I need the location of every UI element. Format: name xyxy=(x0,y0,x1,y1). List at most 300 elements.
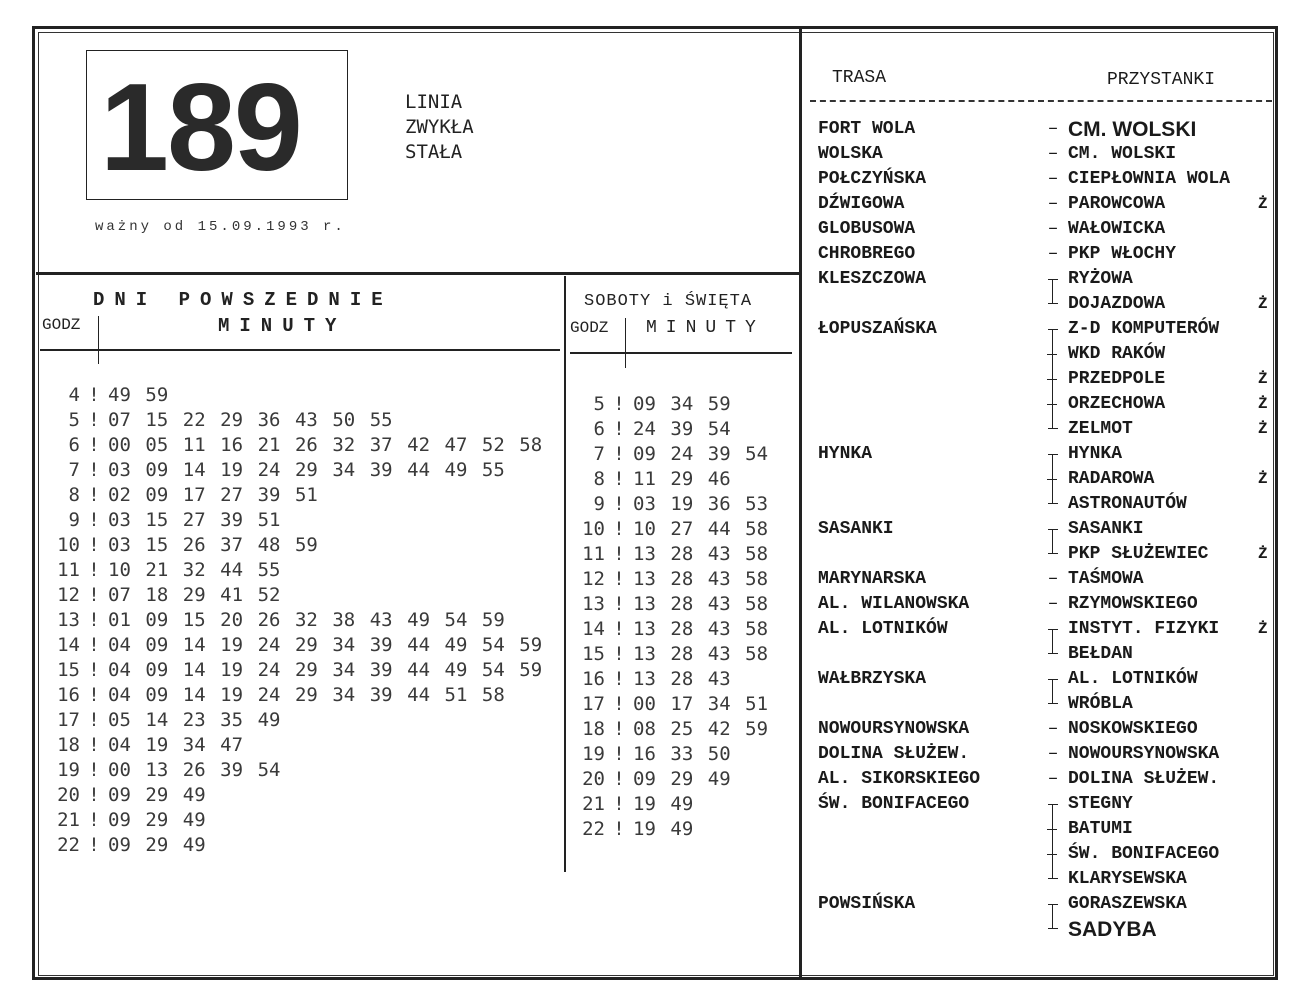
minute-cell: 49 xyxy=(108,384,131,406)
timetable-row xyxy=(40,533,332,558)
minute-cell: 44 xyxy=(407,684,431,706)
single-stop-dash: – xyxy=(1047,119,1059,139)
weekday-header-rule xyxy=(40,349,560,351)
minute-cell: 34 xyxy=(332,634,356,656)
minute-cell: 49 xyxy=(670,793,694,815)
single-stop-dash: – xyxy=(1047,219,1059,239)
minute-cell: 19 xyxy=(220,659,244,681)
route-stop: WAŁOWICKA xyxy=(1068,219,1166,239)
route-stop: NOWOURSYNOWSKA xyxy=(1068,744,1220,764)
hour-cell: 22 xyxy=(582,818,605,840)
minute-cell: 29 xyxy=(670,768,694,790)
minute-cell: 50 xyxy=(707,743,731,765)
minute-cell: 09 xyxy=(108,809,131,831)
route-stop: BATUMI xyxy=(1068,819,1133,839)
single-stop-dash: – xyxy=(1047,194,1059,214)
minute-cell: 51 xyxy=(745,693,769,715)
route-street: WOLSKA xyxy=(818,144,883,164)
timetable-row xyxy=(40,558,295,583)
route-stop: DOJAZDOWA xyxy=(1068,294,1166,314)
route-street: DOLINA SŁUŻEW. xyxy=(818,744,970,764)
timetable-row xyxy=(565,792,708,817)
route-street: DŹWIGOWA xyxy=(818,194,905,214)
minute-cell: 34 xyxy=(332,459,356,481)
minute-cell: 59 xyxy=(294,534,318,556)
hour-separator: ! xyxy=(88,734,100,756)
minute-cell: 29 xyxy=(145,784,169,806)
minute-cell: 15 xyxy=(145,409,169,431)
minute-cell: 04 xyxy=(108,734,131,756)
hour-cell: 7 xyxy=(593,443,605,465)
minute-cell: 00 xyxy=(633,693,656,715)
route-stop: RADAROWA xyxy=(1068,469,1155,489)
minute-cell: 43 xyxy=(707,593,731,615)
minute-cell: 34 xyxy=(182,734,206,756)
weekend-hour-column-rule xyxy=(625,318,626,368)
timetable-row xyxy=(565,392,745,417)
hour-cell: 13 xyxy=(582,593,605,615)
minute-cell: 54 xyxy=(481,659,505,681)
minute-cell: 44 xyxy=(707,518,731,540)
hour-cell: 8 xyxy=(68,484,80,506)
hour-cell: 15 xyxy=(582,643,605,665)
route-stop: RYŻOWA xyxy=(1068,269,1133,289)
route-stop: PAROWCOWA xyxy=(1068,194,1166,214)
line-type-3: STAŁA xyxy=(405,141,463,163)
minute-cell: 44 xyxy=(220,559,244,581)
minute-cell: 13 xyxy=(633,643,656,665)
hour-separator: ! xyxy=(88,459,100,481)
minute-cell: 22 xyxy=(182,409,206,431)
route-stop: KLARYSEWSKA xyxy=(1068,869,1187,889)
minute-cell: 54 xyxy=(707,418,731,440)
stop-group-bracket xyxy=(1052,279,1063,304)
hour-separator: ! xyxy=(613,543,625,565)
stop-group-tick xyxy=(1047,379,1057,380)
timetable-row xyxy=(40,758,295,783)
route-label: TRASA xyxy=(832,68,887,88)
route-stop: NOSKOWSKIEGO xyxy=(1068,719,1198,739)
minute-cell: 52 xyxy=(481,434,505,456)
minute-cell: 59 xyxy=(707,393,731,415)
minute-cell: 09 xyxy=(145,459,169,481)
hour-cell: 22 xyxy=(57,834,80,856)
minute-cell: 58 xyxy=(745,643,769,665)
timetable-row xyxy=(565,467,745,492)
hour-cell: 21 xyxy=(582,793,605,815)
timetable-row xyxy=(565,567,783,592)
route-street: KLESZCZOWA xyxy=(818,269,927,289)
timetable-row xyxy=(40,833,220,858)
minute-cell: 13 xyxy=(145,759,169,781)
route-street: NOWOURSYNOWSKA xyxy=(818,719,970,739)
minute-cell: 19 xyxy=(633,818,656,840)
timetable-row xyxy=(565,592,783,617)
minute-cell: 58 xyxy=(745,543,769,565)
minute-cell: 13 xyxy=(633,543,656,565)
hour-separator: ! xyxy=(613,443,625,465)
minute-cell: 42 xyxy=(407,434,431,456)
minute-cell: 43 xyxy=(294,409,318,431)
minute-cell: 49 xyxy=(182,784,206,806)
minute-cell: 34 xyxy=(332,659,356,681)
minute-cell: 29 xyxy=(670,468,694,490)
minute-cell: 44 xyxy=(407,634,431,656)
stop-group-tick xyxy=(1047,354,1057,355)
minute-cell: 51 xyxy=(257,509,281,531)
hour-separator: ! xyxy=(613,418,625,440)
header-divider xyxy=(36,272,802,275)
minute-cell: 21 xyxy=(145,559,169,581)
minute-cell: 09 xyxy=(145,484,169,506)
minute-cell: 03 xyxy=(108,459,131,481)
hour-separator: ! xyxy=(613,393,625,415)
route-stop: PKP SŁUŻEWIEC xyxy=(1068,544,1209,564)
route-stop: DOLINA SŁUŻEW. xyxy=(1068,769,1220,789)
minute-cell: 39 xyxy=(670,418,694,440)
minute-cell: 21 xyxy=(257,434,281,456)
minute-cell: 47 xyxy=(220,734,244,756)
minute-cell: 39 xyxy=(369,459,393,481)
route-stop: WKD RAKÓW xyxy=(1068,344,1166,364)
minute-cell: 14 xyxy=(182,659,206,681)
hour-cell: 16 xyxy=(57,684,80,706)
timetable-row xyxy=(565,742,745,767)
weekend-minutes-label: MINUTY xyxy=(646,318,765,338)
minute-cell: 49 xyxy=(444,659,468,681)
minute-cell: 24 xyxy=(633,418,656,440)
hour-separator: ! xyxy=(88,784,100,806)
minute-cell: 39 xyxy=(707,443,731,465)
minute-cell: 15 xyxy=(182,609,206,631)
single-stop-dash: – xyxy=(1047,569,1059,589)
minute-cell: 23 xyxy=(182,709,206,731)
timetable-row xyxy=(565,717,783,742)
minute-cell: 13 xyxy=(633,618,656,640)
minute-cell: 51 xyxy=(294,484,318,506)
route-street: POŁCZYŃSKA xyxy=(818,169,927,189)
hour-cell: 19 xyxy=(582,743,605,765)
minute-cell: 09 xyxy=(145,609,169,631)
minute-cell: 50 xyxy=(332,409,356,431)
hour-cell: 4 xyxy=(68,384,80,406)
minute-cell: 35 xyxy=(220,709,244,731)
hour-cell: 9 xyxy=(68,509,80,531)
minute-cell: 32 xyxy=(294,609,318,631)
timetable-row xyxy=(40,708,295,733)
minute-cell: 18 xyxy=(145,584,169,606)
on-request-marker: Ż xyxy=(1258,620,1268,638)
hour-separator: ! xyxy=(613,593,625,615)
timetable-row xyxy=(565,667,745,692)
route-street: POWSIŃSKA xyxy=(818,894,916,914)
minute-cell: 54 xyxy=(257,759,281,781)
route-stop: SASANKI xyxy=(1068,519,1144,539)
minute-cell: 49 xyxy=(182,834,206,856)
hour-separator: ! xyxy=(613,493,625,515)
route-street: MARYNARSKA xyxy=(818,569,927,589)
route-street: HYNKA xyxy=(818,444,873,464)
minute-cell: 04 xyxy=(108,659,131,681)
hour-separator: ! xyxy=(88,684,100,706)
route-street: GLOBUSOWA xyxy=(818,219,916,239)
hour-cell: 5 xyxy=(68,409,80,431)
stops-label: PRZYSTANKI xyxy=(1107,70,1216,90)
hour-separator: ! xyxy=(613,693,625,715)
minute-cell: 09 xyxy=(633,768,656,790)
route-street: ŁOPUSZAŃSKA xyxy=(818,319,937,339)
hour-cell: 20 xyxy=(582,768,605,790)
on-request-marker: Ż xyxy=(1258,470,1268,488)
minute-cell: 20 xyxy=(220,609,244,631)
minute-cell: 32 xyxy=(182,559,206,581)
minute-cell: 16 xyxy=(633,743,656,765)
hour-separator: ! xyxy=(613,618,625,640)
minute-cell: 26 xyxy=(294,434,318,456)
minute-cell: 14 xyxy=(145,709,169,731)
minute-cell: 58 xyxy=(745,618,769,640)
minute-cell: 09 xyxy=(108,834,131,856)
timetable-row xyxy=(40,458,519,483)
route-street: AL. WILANOWSKA xyxy=(818,594,970,614)
minute-cell: 24 xyxy=(257,459,281,481)
minute-cell: 58 xyxy=(519,434,543,456)
route-street: ŚW. BONIFACEGO xyxy=(818,794,970,814)
hour-cell: 17 xyxy=(57,709,80,731)
hour-cell: 21 xyxy=(57,809,80,831)
hour-separator: ! xyxy=(88,384,100,406)
minute-cell: 09 xyxy=(633,443,656,465)
timetable-row xyxy=(565,692,783,717)
route-stop: CIEPŁOWNIA WOLA xyxy=(1068,169,1231,189)
single-stop-dash: – xyxy=(1047,144,1059,164)
minute-cell: 24 xyxy=(670,443,694,465)
minute-cell: 27 xyxy=(670,518,694,540)
route-stop: GORASZEWSKA xyxy=(1068,894,1187,914)
hour-cell: 11 xyxy=(57,559,80,581)
route-stop: PRZEDPOLE xyxy=(1068,369,1166,389)
minute-cell: 53 xyxy=(745,493,769,515)
single-stop-dash: – xyxy=(1047,594,1059,614)
weekday-hour-column-rule xyxy=(98,316,99,364)
minute-cell: 09 xyxy=(145,684,169,706)
hour-separator: ! xyxy=(88,809,100,831)
weekend-title: SOBOTY i ŚWIĘTA xyxy=(584,292,753,311)
minute-cell: 01 xyxy=(108,609,131,631)
hour-separator: ! xyxy=(613,793,625,815)
minute-cell: 14 xyxy=(182,459,206,481)
weekend-header-rule xyxy=(570,352,792,354)
route-stop: AL. LOTNIKÓW xyxy=(1068,669,1198,689)
hour-cell: 10 xyxy=(57,534,80,556)
on-request-marker: Ż xyxy=(1258,370,1268,388)
hour-separator: ! xyxy=(88,709,100,731)
timetable-row xyxy=(565,642,783,667)
hour-separator: ! xyxy=(88,484,100,506)
minute-cell: 42 xyxy=(707,718,731,740)
route-stop: BEŁDAN xyxy=(1068,644,1133,664)
hour-separator: ! xyxy=(88,409,100,431)
on-request-marker: Ż xyxy=(1258,395,1268,413)
timetable-row xyxy=(40,508,295,533)
hour-cell: 14 xyxy=(57,634,80,656)
minute-cell: 58 xyxy=(745,568,769,590)
minute-cell: 19 xyxy=(220,459,244,481)
minute-cell: 54 xyxy=(444,609,468,631)
minute-cell: 59 xyxy=(745,718,769,740)
minute-cell: 19 xyxy=(145,734,169,756)
minute-cell: 29 xyxy=(294,459,318,481)
minute-cell: 26 xyxy=(182,759,206,781)
hour-separator: ! xyxy=(88,659,100,681)
stop-group-tick xyxy=(1047,404,1057,405)
minute-cell: 43 xyxy=(707,643,731,665)
timetable-row xyxy=(565,817,708,842)
minute-cell: 24 xyxy=(257,634,281,656)
hour-cell: 18 xyxy=(57,734,80,756)
timetable-row xyxy=(40,683,519,708)
minute-cell: 27 xyxy=(220,484,244,506)
minute-cell: 44 xyxy=(407,459,431,481)
minute-cell: 37 xyxy=(220,534,244,556)
minute-cell: 52 xyxy=(257,584,281,606)
minute-cell: 49 xyxy=(444,459,468,481)
minute-cell: 13 xyxy=(633,668,656,690)
minute-cell: 34 xyxy=(707,693,731,715)
on-request-marker: Ż xyxy=(1258,195,1268,213)
minute-cell: 08 xyxy=(633,718,656,740)
minute-cell: 28 xyxy=(670,618,694,640)
route-stop: ORZECHOWA xyxy=(1068,394,1166,414)
minute-cell: 46 xyxy=(707,468,731,490)
minute-cell: 07 xyxy=(108,584,131,606)
timetable-row xyxy=(565,442,783,467)
minute-cell: 05 xyxy=(145,434,169,456)
hour-separator: ! xyxy=(88,584,100,606)
route-street: AL. SIKORSKIEGO xyxy=(818,769,981,789)
minute-cell: 15 xyxy=(145,509,169,531)
route-stop: CM. WOLSKI xyxy=(1068,144,1177,164)
hour-cell: 10 xyxy=(582,518,605,540)
hour-cell: 16 xyxy=(582,668,605,690)
minute-cell: 29 xyxy=(294,659,318,681)
minute-cell: 05 xyxy=(108,709,131,731)
minute-cell: 58 xyxy=(745,518,769,540)
minute-cell: 00 xyxy=(108,434,131,456)
minute-cell: 36 xyxy=(257,409,281,431)
minute-cell: 49 xyxy=(182,809,206,831)
minute-cell: 03 xyxy=(108,509,131,531)
minute-cell: 29 xyxy=(220,409,244,431)
hour-cell: 13 xyxy=(57,609,80,631)
minute-cell: 59 xyxy=(145,384,169,406)
weekday-hour-label: GODZ xyxy=(42,316,81,334)
route-street: FORT WOLA xyxy=(818,119,916,139)
hour-separator: ! xyxy=(88,509,100,531)
single-stop-dash: – xyxy=(1047,244,1059,264)
hour-separator: ! xyxy=(88,759,100,781)
hour-cell: 5 xyxy=(593,393,605,415)
minute-cell: 47 xyxy=(444,434,468,456)
minute-cell: 34 xyxy=(670,393,694,415)
valid-from: ważny od 15.09.1993 r. xyxy=(95,219,346,235)
minute-cell: 29 xyxy=(182,584,206,606)
timetable-row xyxy=(40,433,557,458)
single-stop-dash: – xyxy=(1047,769,1059,789)
hour-cell: 18 xyxy=(582,718,605,740)
hour-separator: ! xyxy=(613,643,625,665)
route-header-rule xyxy=(810,100,1272,102)
minute-cell: 07 xyxy=(108,409,131,431)
minute-cell: 10 xyxy=(633,518,656,540)
hour-cell: 19 xyxy=(57,759,80,781)
minute-cell: 39 xyxy=(220,509,244,531)
route-street: SASANKI xyxy=(818,519,894,539)
weekday-minutes-label: MINUTY xyxy=(218,315,347,337)
minute-cell: 29 xyxy=(145,834,169,856)
minute-cell: 33 xyxy=(670,743,694,765)
hour-separator: ! xyxy=(613,768,625,790)
on-request-marker: Ż xyxy=(1258,420,1268,438)
route-street: AL. LOTNIKÓW xyxy=(818,619,948,639)
minute-cell: 24 xyxy=(257,684,281,706)
minute-cell: 03 xyxy=(633,493,656,515)
stop-group-tick xyxy=(1047,479,1057,480)
minute-cell: 43 xyxy=(707,618,731,640)
weekend-hour-label: GODZ xyxy=(570,319,609,337)
minute-cell: 49 xyxy=(670,818,694,840)
minute-cell: 54 xyxy=(745,443,769,465)
minute-cell: 09 xyxy=(145,634,169,656)
minute-cell: 11 xyxy=(633,468,656,490)
hour-cell: 17 xyxy=(582,693,605,715)
minute-cell: 32 xyxy=(332,434,356,456)
minute-cell: 15 xyxy=(145,534,169,556)
minute-cell: 26 xyxy=(182,534,206,556)
weekday-title: DNI POWSZEDNIE xyxy=(93,289,393,311)
minute-cell: 13 xyxy=(633,593,656,615)
minute-cell: 29 xyxy=(294,634,318,656)
minute-cell: 59 xyxy=(519,634,543,656)
minute-cell: 43 xyxy=(707,543,731,565)
minute-cell: 44 xyxy=(407,659,431,681)
minute-cell: 03 xyxy=(108,534,131,556)
minute-cell: 39 xyxy=(220,759,244,781)
minute-cell: 36 xyxy=(707,493,731,515)
minute-cell: 37 xyxy=(369,434,393,456)
stop-group-bracket xyxy=(1052,679,1063,704)
minute-cell: 29 xyxy=(145,809,169,831)
minute-cell: 04 xyxy=(108,634,131,656)
minute-cell: 19 xyxy=(633,793,656,815)
single-stop-dash: – xyxy=(1047,719,1059,739)
hour-cell: 15 xyxy=(57,659,80,681)
minute-cell: 38 xyxy=(332,609,356,631)
timetable-row xyxy=(40,383,183,408)
minute-cell: 28 xyxy=(670,543,694,565)
minute-cell: 28 xyxy=(670,643,694,665)
timetable-row xyxy=(565,617,783,642)
hour-cell: 9 xyxy=(593,493,605,515)
minute-cell: 39 xyxy=(369,659,393,681)
stop-group-bracket xyxy=(1052,629,1063,654)
hour-cell: 6 xyxy=(68,434,80,456)
timetable-row xyxy=(40,783,220,808)
minute-cell: 28 xyxy=(670,568,694,590)
minute-cell: 24 xyxy=(257,659,281,681)
minute-cell: 11 xyxy=(182,434,206,456)
minute-cell: 13 xyxy=(633,568,656,590)
